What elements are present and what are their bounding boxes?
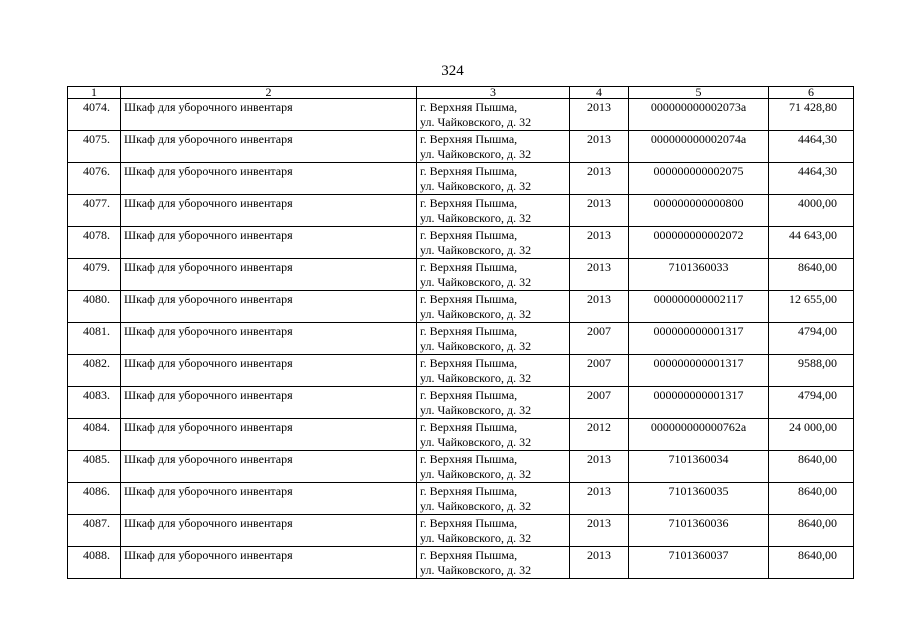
inventory-code-cell: 000000000002075 — [629, 163, 769, 195]
row-number-cell: 4075. — [68, 131, 121, 163]
year-cell: 2013 — [570, 195, 629, 227]
page-number: 324 — [441, 63, 464, 79]
address-cell — [417, 227, 570, 259]
inventory-code-cell: 000000000001317 — [629, 323, 769, 355]
year-cell: 2013 — [570, 483, 629, 515]
address-city: г. Верхняя Пышма, — [420, 196, 518, 210]
item-name-cell: Шкаф для уборочного инвентаря — [121, 195, 417, 227]
row-number-cell: 4082. — [68, 355, 121, 387]
address-street: ул. Чайковского, д. 32 — [420, 307, 532, 321]
address-city: г. Верхняя Пышма, — [420, 260, 518, 274]
inventory-code-cell: 000000000002074а — [629, 131, 769, 163]
item-name-cell: Шкаф для уборочного инвентаря — [121, 547, 417, 579]
row-number-cell: 4078. — [68, 227, 121, 259]
item-name-cell: Шкаф для уборочного инвентаря — [121, 259, 417, 291]
year-cell: 2007 — [570, 323, 629, 355]
address-city: г. Верхняя Пышма, — [420, 548, 518, 562]
year-cell: 2007 — [570, 387, 629, 419]
table-row — [68, 163, 854, 195]
address-city: г. Верхняя Пышма, — [420, 228, 518, 242]
row-number-cell: 4086. — [68, 483, 121, 515]
address-city: г. Верхняя Пышма, — [420, 132, 518, 146]
item-name-cell: Шкаф для уборочного инвентаря — [121, 483, 417, 515]
address-cell — [417, 483, 570, 515]
inventory-code-cell: 000000000000800 — [629, 195, 769, 227]
year-cell: 2013 — [570, 547, 629, 579]
row-number-cell: 4085. — [68, 451, 121, 483]
row-number-cell: 4076. — [68, 163, 121, 195]
table-row — [68, 355, 854, 387]
inventory-code-cell: 7101360036 — [629, 515, 769, 547]
address-street: ул. Чайковского, д. 32 — [420, 147, 532, 161]
address-cell — [417, 323, 570, 355]
column-header: 5 — [629, 87, 769, 99]
address-city: г. Верхняя Пышма, — [420, 292, 518, 306]
inventory-code-cell: 000000000002117 — [629, 291, 769, 323]
amount-cell: 8640,00 — [769, 483, 854, 515]
amount-cell: 8640,00 — [769, 547, 854, 579]
address-cell — [417, 195, 570, 227]
row-number-cell: 4079. — [68, 259, 121, 291]
address-cell — [417, 515, 570, 547]
item-name-cell: Шкаф для уборочного инвентаря — [121, 515, 417, 547]
address-street: ул. Чайковского, д. 32 — [420, 339, 532, 353]
column-header: 2 — [121, 87, 417, 99]
address-street: ул. Чайковского, д. 32 — [420, 243, 532, 257]
table-row — [68, 195, 854, 227]
amount-cell: 4464,30 — [769, 131, 854, 163]
year-cell: 2013 — [570, 227, 629, 259]
address-city: г. Верхняя Пышма, — [420, 388, 518, 402]
address-street: ул. Чайковского, д. 32 — [420, 531, 532, 545]
year-cell: 2013 — [570, 291, 629, 323]
year-cell: 2013 — [570, 99, 629, 131]
item-name-cell: Шкаф для уборочного инвентаря — [121, 227, 417, 259]
address-city: г. Верхняя Пышма, — [420, 420, 518, 434]
inventory-code-cell: 7101360037 — [629, 547, 769, 579]
table-row — [68, 259, 854, 291]
address-city: г. Верхняя Пышма, — [420, 324, 518, 338]
address-cell — [417, 387, 570, 419]
row-number-cell: 4084. — [68, 419, 121, 451]
inventory-code-cell: 7101360034 — [629, 451, 769, 483]
table-row — [68, 131, 854, 163]
row-number-cell: 4083. — [68, 387, 121, 419]
year-cell: 2013 — [570, 451, 629, 483]
column-header: 4 — [570, 87, 629, 99]
table-row — [68, 227, 854, 259]
address-cell — [417, 291, 570, 323]
column-header: 3 — [417, 87, 570, 99]
amount-cell: 4794,00 — [769, 387, 854, 419]
item-name-cell: Шкаф для уборочного инвентаря — [121, 387, 417, 419]
item-name-cell: Шкаф для уборочного инвентаря — [121, 419, 417, 451]
address-street: ул. Чайковского, д. 32 — [420, 403, 532, 417]
row-number-cell: 4077. — [68, 195, 121, 227]
inventory-code-cell: 7101360035 — [629, 483, 769, 515]
address-cell — [417, 451, 570, 483]
table-row — [68, 387, 854, 419]
table-header-row — [68, 87, 854, 99]
amount-cell: 9588,00 — [769, 355, 854, 387]
row-number-cell: 4074. — [68, 99, 121, 131]
inventory-code-cell: 000000000001317 — [629, 387, 769, 419]
row-number-cell: 4081. — [68, 323, 121, 355]
year-cell: 2007 — [570, 355, 629, 387]
inventory-code-cell: 000000000001317 — [629, 355, 769, 387]
table-row — [68, 515, 854, 547]
item-name-cell: Шкаф для уборочного инвентаря — [121, 291, 417, 323]
address-street: ул. Чайковского, д. 32 — [420, 115, 532, 129]
address-city: г. Верхняя Пышма, — [420, 516, 518, 530]
address-street: ул. Чайковского, д. 32 — [420, 179, 532, 193]
table-row — [68, 419, 854, 451]
address-city: г. Верхняя Пышма, — [420, 452, 518, 466]
table-row — [68, 323, 854, 355]
amount-cell: 8640,00 — [769, 515, 854, 547]
year-cell: 2013 — [570, 131, 629, 163]
amount-cell: 71 428,80 — [769, 99, 854, 131]
item-name-cell: Шкаф для уборочного инвентаря — [121, 163, 417, 195]
column-header: 1 — [68, 87, 121, 99]
item-name-cell: Шкаф для уборочного инвентаря — [121, 451, 417, 483]
amount-cell: 24 000,00 — [769, 419, 854, 451]
address-cell — [417, 99, 570, 131]
item-name-cell: Шкаф для уборочного инвентаря — [121, 99, 417, 131]
address-cell — [417, 419, 570, 451]
table-body — [68, 99, 854, 579]
address-street: ул. Чайковского, д. 32 — [420, 435, 532, 449]
row-number-cell: 4088. — [68, 547, 121, 579]
item-name-cell: Шкаф для уборочного инвентаря — [121, 323, 417, 355]
address-street: ул. Чайковского, д. 32 — [420, 467, 532, 481]
year-cell: 2013 — [570, 515, 629, 547]
amount-cell: 8640,00 — [769, 259, 854, 291]
inventory-code-cell: 000000000002072 — [629, 227, 769, 259]
amount-cell: 44 643,00 — [769, 227, 854, 259]
row-number-cell: 4080. — [68, 291, 121, 323]
amount-cell: 8640,00 — [769, 451, 854, 483]
address-street: ул. Чайковского, д. 32 — [420, 211, 532, 225]
column-header: 6 — [769, 87, 854, 99]
year-cell: 2013 — [570, 163, 629, 195]
address-cell — [417, 163, 570, 195]
inventory-code-cell: 000000000002073а — [629, 99, 769, 131]
address-cell — [417, 547, 570, 579]
address-cell — [417, 131, 570, 163]
address-street: ул. Чайковского, д. 32 — [420, 371, 532, 385]
address-street: ул. Чайковского, д. 32 — [420, 499, 532, 513]
amount-cell: 12 655,00 — [769, 291, 854, 323]
address-city: г. Верхняя Пышма, — [420, 100, 518, 114]
inventory-table — [67, 86, 854, 579]
amount-cell: 4464,30 — [769, 163, 854, 195]
table-row — [68, 483, 854, 515]
address-city: г. Верхняя Пышма, — [420, 356, 518, 370]
table-row — [68, 451, 854, 483]
address-city: г. Верхняя Пышма, — [420, 484, 518, 498]
address-street: ул. Чайковского, д. 32 — [420, 275, 532, 289]
address-cell — [417, 355, 570, 387]
inventory-code-cell: 000000000000762а — [629, 419, 769, 451]
address-city: г. Верхняя Пышма, — [420, 164, 518, 178]
row-number-cell: 4087. — [68, 515, 121, 547]
address-cell — [417, 259, 570, 291]
table-row — [68, 547, 854, 579]
inventory-code-cell: 7101360033 — [629, 259, 769, 291]
year-cell: 2013 — [570, 259, 629, 291]
address-street: ул. Чайковского, д. 32 — [420, 563, 532, 577]
table-row — [68, 99, 854, 131]
table-row — [68, 291, 854, 323]
amount-cell: 4000,00 — [769, 195, 854, 227]
item-name-cell: Шкаф для уборочного инвентаря — [121, 355, 417, 387]
year-cell: 2012 — [570, 419, 629, 451]
amount-cell: 4794,00 — [769, 323, 854, 355]
item-name-cell: Шкаф для уборочного инвентаря — [121, 131, 417, 163]
